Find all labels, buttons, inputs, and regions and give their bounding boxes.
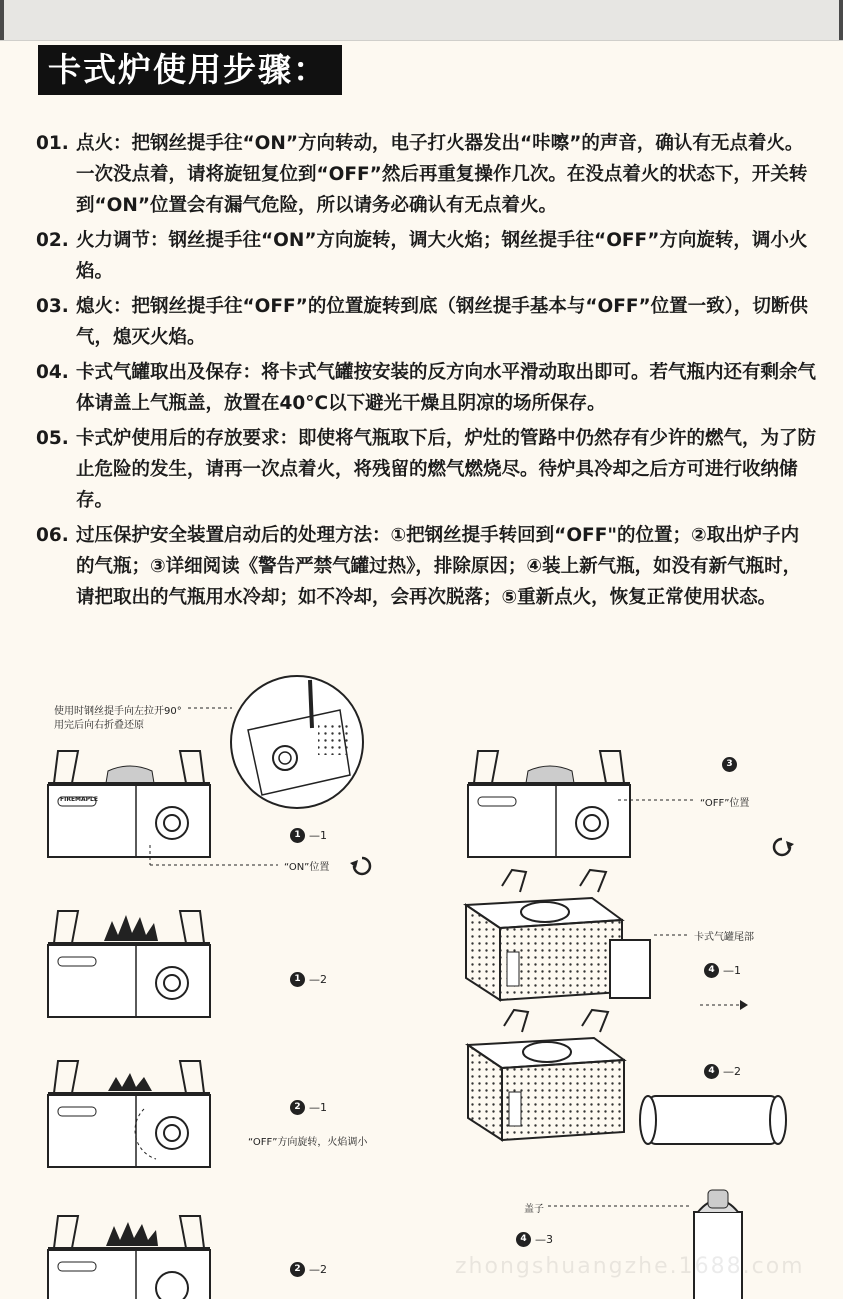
step-sub: —1 [309, 1101, 327, 1114]
watermark: zhongshuangzhe.1688.com [455, 1254, 805, 1279]
step-04 [36, 357, 816, 419]
step-number: 04. [36, 362, 69, 383]
step-number: 02. [36, 230, 69, 251]
step-sub: —1 [723, 964, 741, 977]
illustrations [0, 660, 843, 1299]
step-dot: 4 [516, 1232, 531, 1247]
step-dot: 2 [290, 1262, 305, 1277]
step-01 [36, 128, 816, 221]
step-label-2-1 [290, 1100, 327, 1115]
zoom-detail [231, 676, 363, 808]
page-title: 卡式炉使用步骤： [38, 45, 342, 95]
stove-drawings [0, 660, 843, 1299]
canister-tail-label: 卡式气罐尾部 [694, 932, 754, 943]
canister-with-cap [694, 1190, 742, 1299]
step-number: 03. [36, 296, 69, 317]
step-02 [36, 225, 816, 287]
step-number: 06. [36, 525, 69, 546]
step-label-2-2 [290, 1262, 327, 1277]
note-line-1: 使用时钢丝提手向左拉开90° [54, 706, 182, 717]
step-text: 点火：把钢丝提手往“ON”方向转动，电子打火器发出“咔嚓”的声音，确认有无点着火。一次没点着，请将旋钮复位到“OFF”然后再重复操作几次。在没点着火的状态下，开关转到“ON”位置会有漏气危险，所以请务必确认有无点着火。 [76, 133, 808, 216]
step-dot: 4 [704, 963, 719, 978]
stove-4 [48, 1216, 210, 1299]
step-text: 熄火：把钢丝提手往“OFF”的位置旋转到底（钢丝提手基本与“OFF”位置一致），切断供气，熄灭火焰。 [76, 296, 808, 348]
step-text: 过压保护安全装置启动后的处理方法：①把钢丝提手转回到“OFF"的位置；②取出炉子内的气瓶；③详细阅读《警告严禁气罐过热》，排除原因；④装上新气瓶，如没有新气瓶时，请把取出的气瓶用水冷却；如不冷却，会再次脱落；⑤重新点火，恢复正常使用状态。 [76, 525, 802, 608]
step-06 [36, 520, 816, 613]
step-label-1-1 [290, 828, 327, 843]
step-sub: —1 [309, 829, 327, 842]
rotate-right-icon [774, 839, 794, 855]
right-edge [839, 0, 843, 40]
step-dot: 3 [722, 757, 737, 772]
step-label-4-2 [704, 1064, 741, 1079]
step-sub: —2 [309, 973, 327, 986]
step-dot: 4 [704, 1064, 719, 1079]
brand-label: FIREMAPLE [60, 796, 98, 803]
on-position-label: “ON”位置 [284, 862, 330, 873]
stove-5 [468, 751, 630, 857]
step-number: 05. [36, 428, 69, 449]
step-label-4-3 [516, 1232, 553, 1247]
left-edge [0, 0, 4, 40]
off-position-label: “OFF”位置 [700, 798, 750, 809]
stove-2 [48, 911, 210, 1017]
top-bar [0, 0, 843, 41]
step-dot: 1 [290, 972, 305, 987]
step-label-4-1 [704, 963, 741, 978]
stove-1 [48, 751, 210, 857]
step-05 [36, 423, 816, 516]
step-dot: 2 [290, 1100, 305, 1115]
stove-3 [48, 1061, 210, 1167]
step-sub: —2 [723, 1065, 741, 1078]
step-text: 火力调节：钢丝提手往“ON”方向旋转，调大火焰；钢丝提手往“OFF”方向旋转，调小火焰。 [76, 230, 808, 282]
step-label-3 [722, 757, 741, 772]
step-dot: 1 [290, 828, 305, 843]
gas-canister [640, 1096, 786, 1144]
steps-list [36, 128, 816, 617]
rotate-left-icon [350, 858, 370, 874]
step-text: 卡式气罐取出及保存：将卡式气罐按安装的反方向水平滑动取出即可。若气瓶内还有剩余气体请盖上气瓶盖，放置在40°C以下避光干燥且阴凉的场所保存。 [76, 362, 817, 414]
cap-label: 盖子 [524, 1204, 544, 1215]
step-03 [36, 291, 816, 353]
note-line-2: 用完后向右折叠还原 [54, 720, 144, 731]
step-sub: —2 [309, 1263, 327, 1276]
step-number: 01. [36, 133, 69, 154]
stove-7 [468, 1010, 624, 1140]
step-sub: —3 [535, 1233, 553, 1246]
off-small-fire-label: “OFF”方向旋转，火焰调小 [248, 1137, 368, 1148]
step-text: 卡式炉使用后的存放要求：即使将气瓶取下后，炉灶的管路中仍然存有少许的燃气，为了防止危险的发生，请再一次点着火，将残留的燃气燃烧尽。待炉具冷却之后方可进行收纳储存。 [76, 428, 817, 511]
step-label-1-2 [290, 972, 327, 987]
stove-6 [466, 870, 650, 1000]
